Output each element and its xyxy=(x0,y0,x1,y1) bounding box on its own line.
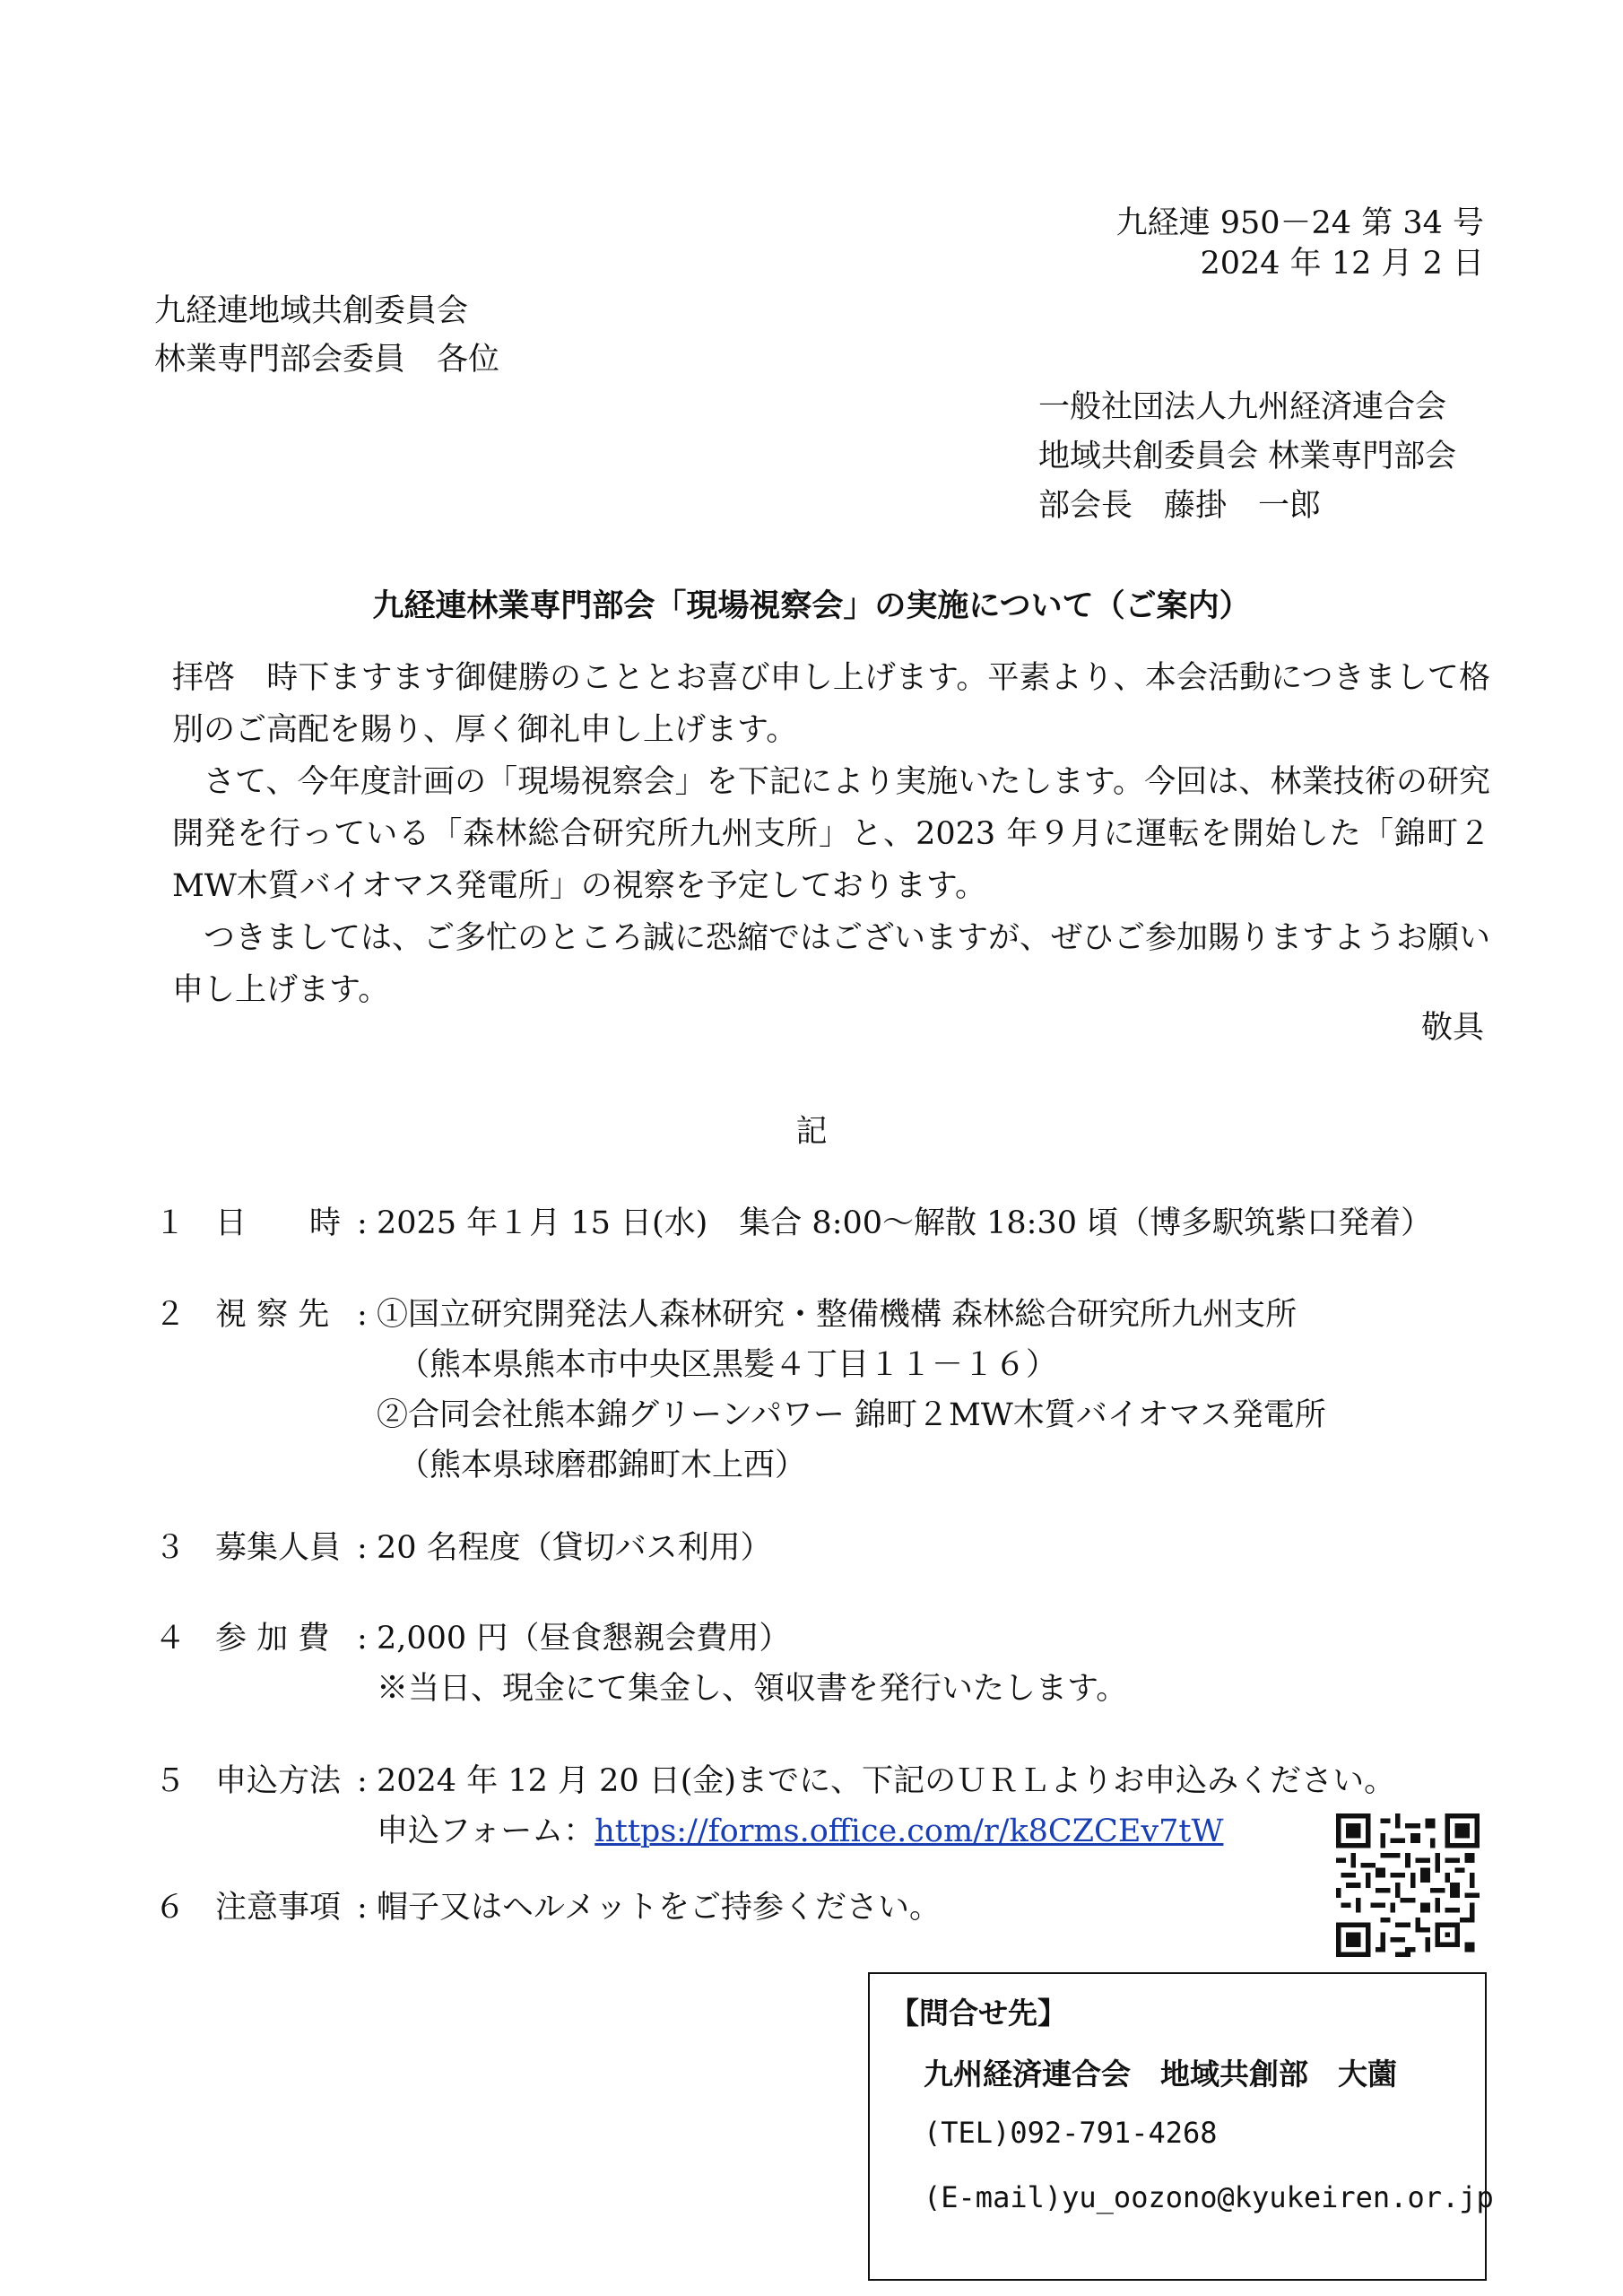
item-value: 帽子又はヘルメットをご持参ください。 xyxy=(377,1890,941,1926)
item-number: ４ xyxy=(154,1621,187,1657)
item-value: 2025 年１月 15 日(水) 集合 8:00～解散 18:30 頃（博多駅筑紫口発着） xyxy=(377,1205,1433,1241)
item-colon: : xyxy=(357,1530,368,1566)
body-paragraph-3: つきましては、ご多忙のところ誠に恐縮ではございますが、ぜひご参加賜りますようお願い申し上げます。 xyxy=(172,920,1491,1008)
closing-word: 敬具 xyxy=(1420,1010,1484,1046)
item-colon: : xyxy=(357,1205,368,1241)
item-value: （熊本県熊本市中央区黒髪４丁目１１－１６） xyxy=(398,1347,1058,1383)
sender-line-1: 一般社団法人九州経済連合会 xyxy=(1038,389,1447,425)
item-label: 参 加 費 xyxy=(215,1621,330,1657)
item-value: 2024 年 12 月 20 日(金)までに、下記のＵＲＬよりお申込みください。 xyxy=(377,1763,1396,1799)
body-paragraph-2: さて、今年度計画の「現場視察会」を下記により実施いたします。今回は、林業技術の研究開発を行っている「森林総合研究所九州支所」と、2023 年９月に運転を開始した「錦町２MW木質バイオマス発電所」の視察を予定しております。 xyxy=(172,764,1490,904)
item-label: 視 察 先 xyxy=(215,1297,330,1333)
body-paragraph-1: 拝啓 時下ますます御健勝のこととお喜び申し上げます。平素より、本会活動につきまして格別のご高配を賜り、厚く御礼申し上げます。 xyxy=(172,660,1490,748)
item-colon: : xyxy=(357,1621,368,1657)
form-label: 申込フォーム： xyxy=(377,1813,595,1849)
contact-telephone: (TEL)092-791-4268 xyxy=(924,2116,1218,2150)
item-label: 募集人員 xyxy=(215,1530,342,1566)
item-number: ５ xyxy=(154,1763,187,1799)
sender-line-2: 地域共創委員会 林業専門部会 xyxy=(1038,439,1457,474)
item-2-destinations xyxy=(0,1289,1623,1497)
application-form-row xyxy=(377,1805,1223,1857)
item-value: （熊本県球磨郡錦町木上西） xyxy=(398,1448,807,1483)
qr-code-image xyxy=(1336,1813,1480,1957)
document-number: 九経連 950－24 第 34 号 xyxy=(1115,205,1484,241)
item-number: １ xyxy=(154,1205,187,1241)
item-5-application xyxy=(0,1755,1396,1859)
contact-heading: 【問合せ先】 xyxy=(890,1996,1067,2031)
item-value: ①国立研究開発法人森林研究・整備機構 森林総合研究所九州支所 xyxy=(377,1297,1298,1333)
contact-box xyxy=(868,1972,1494,2281)
recipient-line-1: 九経連地域共創委員会 xyxy=(154,293,469,329)
contact-organization: 九州経済連合会 地域共創部 大薗 xyxy=(924,2057,1397,2092)
item-number: ３ xyxy=(154,1530,187,1566)
item-colon: : xyxy=(357,1297,368,1333)
ki-heading: 記 xyxy=(795,1114,828,1150)
form-url-link[interactable]: https://forms.office.com/r/k8CZCEv7tW xyxy=(595,1813,1224,1849)
document-date: 2024 年 12 月 2 日 xyxy=(1200,246,1484,282)
item-label: 注意事項 xyxy=(215,1890,342,1926)
item-value: 2,000 円（昼食懇親会費用） xyxy=(377,1621,791,1657)
item-label: 日 時 xyxy=(215,1205,342,1241)
item-6-notes xyxy=(0,1882,1300,1935)
item-colon: : xyxy=(357,1890,368,1926)
item-value: 20 名程度（貸切バス利用） xyxy=(377,1530,772,1566)
item-number: ２ xyxy=(154,1297,187,1333)
item-value: ※当日、現金にて集金し、領収書を発行いたします。 xyxy=(377,1671,1128,1707)
item-1-schedule xyxy=(0,1197,1623,1251)
item-colon: : xyxy=(357,1763,368,1799)
item-number: ６ xyxy=(154,1890,187,1926)
letter-body xyxy=(172,652,1490,1016)
sender-line-3: 部会長 藤掛 一郎 xyxy=(1038,488,1322,524)
item-4-fee xyxy=(0,1613,1623,1717)
contact-email: (E-mail)yu_oozono@kyukeiren.or.jp xyxy=(924,2180,1494,2214)
item-value: ②合同会社熊本錦グリーンパワー 錦町２MW木質バイオマス発電所 xyxy=(377,1397,1326,1433)
recipient-line-2: 林業専門部会委員 各位 xyxy=(154,342,500,378)
document-title: 九経連林業専門部会「現場視察会」の実施について（ご案内） xyxy=(372,588,1251,624)
item-3-capacity xyxy=(0,1522,1623,1576)
item-label: 申込方法 xyxy=(215,1763,342,1799)
